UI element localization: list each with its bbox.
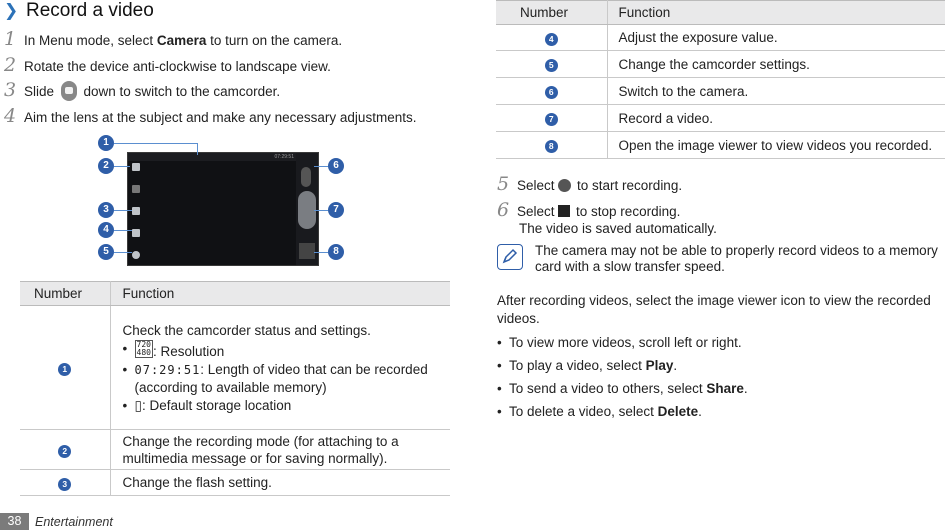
flash-icon <box>132 207 140 215</box>
callout-1: 1 <box>98 135 114 151</box>
row-number-badge: 1 <box>58 363 71 376</box>
column-header-number: Number <box>496 1 607 25</box>
image-viewer-thumbnail <box>299 243 315 259</box>
note-text: The camera may not be able to properly record videos to a memory card with a slow transfer speed. <box>535 243 938 274</box>
callout-8: 8 <box>328 244 344 260</box>
list-item: • 720 480 : Resolution <box>122 340 225 359</box>
row-number-badge: 2 <box>58 445 71 458</box>
callout-6: 6 <box>328 158 344 174</box>
list-item: • To play a video, select Play. <box>497 358 678 373</box>
row-text: Open the image viewer to view videos you recorded. <box>607 132 945 159</box>
callout-4: 4 <box>98 222 114 238</box>
stop-square-icon <box>558 205 570 217</box>
step-number: 6 <box>497 199 510 221</box>
function-table-right <box>496 0 945 159</box>
row-number-badge: 6 <box>545 86 558 99</box>
step-6 <box>497 199 680 221</box>
step-text: In Menu mode, select Camera to turn on the camera. <box>24 33 343 48</box>
table-row <box>496 105 945 132</box>
list-item: • To view more videos, scroll left or right. <box>497 335 742 350</box>
step-text: Select to start recording. <box>517 178 683 193</box>
list-item: • ▯: Default storage location <box>122 398 292 413</box>
step-1 <box>4 28 342 50</box>
camera-slider-icon <box>61 81 77 101</box>
step-text: Slide down to switch to the camcorder. <box>24 81 280 101</box>
after-recording-list <box>497 331 937 423</box>
row-number-badge: 4 <box>545 33 558 46</box>
record-time-readout: 07:29:51 <box>274 154 294 160</box>
step-5 <box>497 173 682 195</box>
function-table-left <box>20 281 450 496</box>
chapter-label: Entertainment <box>35 515 113 529</box>
recording-time-icon: 07:29:51 <box>134 363 201 377</box>
row-number-badge: 7 <box>545 113 558 126</box>
column-header-number: Number <box>20 282 110 306</box>
table-row <box>20 430 450 470</box>
table-row <box>496 51 945 78</box>
section-heading <box>4 0 154 22</box>
step-text: Select to stop recording. <box>517 204 681 219</box>
list-item: • To delete a video, select Delete. <box>497 404 702 419</box>
table-row <box>496 132 945 159</box>
row-text: Record a video. <box>607 105 945 132</box>
row-text: Change the camcorder settings. <box>607 51 945 78</box>
row-text: Change the recording mode (for attaching to a multimedia message or for saving normally). <box>110 430 450 470</box>
page-number: 38 <box>0 513 29 530</box>
step-number: 5 <box>497 173 510 195</box>
mode-icon <box>132 163 140 171</box>
step-text: Rotate the device anti-clockwise to landscape view. <box>24 59 331 74</box>
callout-7: 7 <box>328 202 344 218</box>
exposure-icon <box>132 229 140 237</box>
callout-2: 2 <box>98 158 114 174</box>
row-number-badge: 3 <box>58 478 71 491</box>
note-pencil-icon <box>497 244 523 270</box>
step-6-result: The video is saved automatically. <box>519 221 717 236</box>
list-item: • To send a video to others, select Share. <box>497 381 748 396</box>
step-text: Aim the lens at the subject and make any necessary adjustments. <box>24 110 417 125</box>
row-text: Change the flash setting. <box>110 470 450 496</box>
table-row <box>20 306 450 430</box>
table-row <box>496 78 945 105</box>
callout-5: 5 <box>98 244 114 260</box>
column-header-function: Function <box>607 1 945 25</box>
row-text: Switch to the camera. <box>607 78 945 105</box>
after-recording-intro: After recording videos, select the image viewer icon to view the recorded videos. <box>497 293 931 326</box>
list-item: • 07:29:51: Length of video that can be recorded (according to available memory) <box>122 362 428 395</box>
row-number-badge: 8 <box>545 140 558 153</box>
step-number: 4 <box>4 105 17 127</box>
step-4 <box>4 105 416 127</box>
table-row <box>20 470 450 496</box>
camcorder-screen <box>127 152 319 266</box>
section-title: Record a video <box>26 0 154 21</box>
resolution-icon: 720 480 <box>136 340 151 357</box>
step-2 <box>4 54 331 76</box>
row-text: Check the camcorder status and settings. <box>122 323 371 338</box>
storage-location-icon: ▯ <box>134 398 142 413</box>
step-3 <box>4 79 280 101</box>
step-number: 1 <box>4 28 17 50</box>
table-row <box>496 25 945 51</box>
callout-3: 3 <box>98 202 114 218</box>
column-header-function: Function <box>110 282 450 306</box>
row-number-badge: 5 <box>545 59 558 72</box>
row-text: Adjust the exposure value. <box>607 25 945 51</box>
step-number: 3 <box>4 79 17 101</box>
settings-gear-icon <box>132 251 140 259</box>
chevron-right-icon: ❯ <box>4 1 19 20</box>
step-number: 2 <box>4 54 17 76</box>
camera-switch-icon <box>301 167 311 187</box>
resolution-icon <box>132 185 140 193</box>
record-circle-icon <box>558 179 571 192</box>
right-control-bar <box>296 153 318 265</box>
